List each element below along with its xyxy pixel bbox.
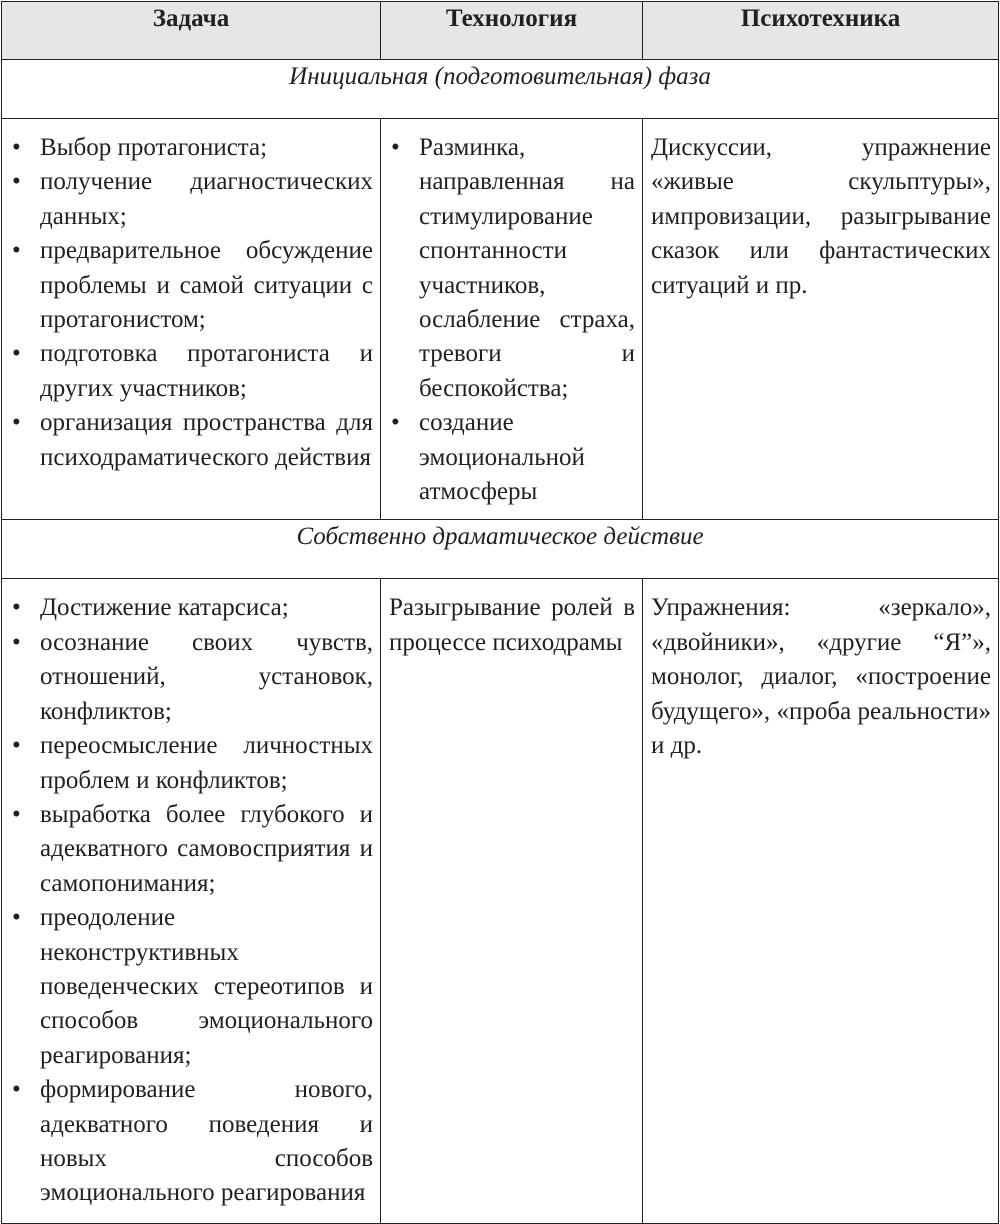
phase-title-initial: Инициальная (подготовительная) фаза bbox=[2, 60, 999, 119]
list-item: • предварительное обсуждение проблемы и самой ситуации с протагонистом; bbox=[10, 234, 373, 337]
list-item: • получение диагностических данных; bbox=[10, 165, 373, 234]
psychotechnique-cell bbox=[643, 119, 999, 520]
list-item: • осознание своих чувств, отношений, установок, конфликтов; bbox=[10, 626, 373, 729]
phase-title-action: Собственно драматическое действие bbox=[2, 520, 999, 579]
technology-list bbox=[389, 131, 635, 509]
technology-cell bbox=[381, 119, 643, 520]
list-item: • создание эмоциональной атмосферы bbox=[389, 406, 635, 509]
task-list bbox=[10, 131, 373, 475]
list-item: • Разминка, направленная на стимулирование спонтанности участников, ослабление страха, тревоги и беспокойства; bbox=[389, 131, 635, 406]
list-item: • организация пространства для психодраматического действия bbox=[10, 406, 373, 475]
task-list bbox=[10, 591, 373, 1210]
psychodrama-phases-table bbox=[1, 1, 999, 1224]
tasks-cell bbox=[2, 119, 381, 520]
tasks-cell bbox=[2, 579, 381, 1224]
list-item: • Выбор протагониста; bbox=[10, 131, 373, 165]
header-task: Задача bbox=[2, 2, 381, 60]
header-technology: Технология bbox=[381, 2, 643, 60]
header-psychotechnique: Психотехника bbox=[643, 2, 999, 60]
list-item: • преодоление неконструктивных поведенческих стереотипов и способов эмоционального реагирования; bbox=[10, 901, 373, 1073]
phase-content-row bbox=[2, 579, 999, 1224]
phase-title-row bbox=[2, 520, 999, 579]
list-item: • переосмысление личностных проблем и конфликтов; bbox=[10, 729, 373, 798]
list-item: • подготовка протагониста и других участников; bbox=[10, 337, 373, 406]
list-item: • формирование нового, адекватного поведения и новых способов эмоционального реагирования bbox=[10, 1073, 373, 1211]
psychotechnique-text: Дискуссии, упражнение «живые скульптуры», импровизации, разыгрывание сказок или фантастических ситуаций и пр. bbox=[651, 134, 991, 299]
psychotechnique-cell bbox=[643, 579, 999, 1224]
psychotechnique-text: Упражнения: «зеркало», «двойники», «другие “Я”», монолог, диалог, «построение будущего», «проба реальности» и др. bbox=[651, 594, 991, 760]
technology-cell bbox=[381, 579, 643, 1224]
phase-title-row bbox=[2, 60, 999, 119]
technology-text: Разыгрывание ролей в процессе психодрамы bbox=[389, 594, 635, 656]
list-item: • выработка более глубокого и адекватного самовосприятия и самопонимания; bbox=[10, 798, 373, 901]
list-item: • Достижение катарсиса; bbox=[10, 591, 373, 625]
header-row bbox=[2, 2, 999, 60]
phase-content-row bbox=[2, 119, 999, 520]
